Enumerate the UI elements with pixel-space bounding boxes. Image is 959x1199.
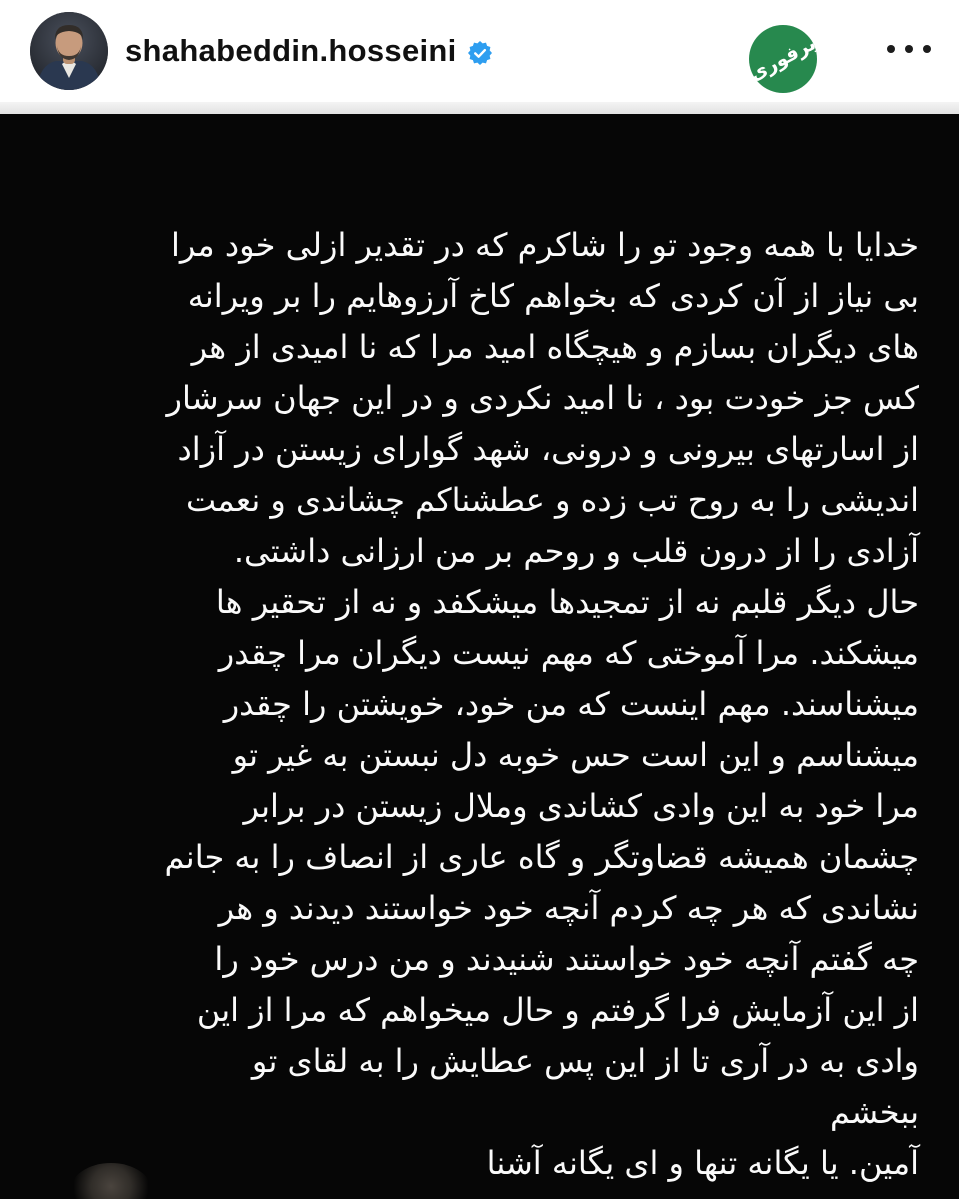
- image-text-line: اندیشی را به روح تب زده و عطشناکم چشاندی و نعمت: [185, 481, 919, 519]
- more-options-icon: [905, 45, 913, 53]
- post-header: [0, 0, 959, 102]
- image-text-line: چه گفتم آنچه خود خواستند شنیدند و من درس خود را: [214, 940, 919, 978]
- more-options-icon: [923, 45, 931, 53]
- image-text-line: آمین. یا یگانه تنها و ای یگانه آشنا: [486, 1144, 919, 1182]
- image-text-line: حال دیگر قلبم نه از تمجیدها میشکفد و نه از تحقیر ها: [215, 583, 919, 621]
- image-text-line: از این آزمایش فرا گرفتم و حال میخواهم که مرا از این: [196, 991, 919, 1029]
- image-text-line: میشکند. مرا آموختی که مهم نیست دیگران مرا چقدر: [218, 634, 919, 672]
- image-text-line: بی نیاز از آن کردی که بخواهم کاخ آرزوهایم را بر ویرانه: [187, 277, 919, 315]
- khabarfoori-logo-text: برفوری: [745, 32, 820, 86]
- image-text-line: از اسارتهای بیرونی و درونی، شهد گوارای زیستن در آزاد: [177, 430, 919, 468]
- username-row: [125, 33, 492, 69]
- image-text-line: آزادی را از درون قلب و روحم بر من ارزانی داشتی.: [233, 532, 919, 570]
- image-text-line: خدایا با همه وجود تو را شاکرم که در تقدیر ازلی خود مرا: [171, 226, 919, 264]
- image-text-line: چشمان همیشه قضاوتگر و گاه عاری از انصاف را به جانم: [164, 838, 919, 876]
- image-text-line: کس جز خودت بود ، نا امید نکردی و در این جهان سرشار: [166, 379, 919, 417]
- more-options-icon: [887, 45, 895, 53]
- more-options-button[interactable]: [887, 45, 931, 53]
- header-separator: [0, 102, 959, 114]
- image-text-block: [0, 220, 959, 1189]
- image-text-line: میشناسم و این است حس خوبه دل نبستن به غیر تو: [232, 736, 919, 774]
- khabarfoori-watermark-logo: [745, 25, 820, 93]
- image-text-line: میشناسند. مهم اینست که من خود، خویشتن را چقدر: [223, 685, 919, 723]
- post-image[interactable]: [0, 114, 959, 1199]
- image-text-line: ببخشم: [829, 1093, 919, 1131]
- image-text-line: مرا خود به این وادی کشاندی وملال زیستن در برابر: [243, 787, 919, 825]
- avatar-portrait-icon: [30, 12, 108, 90]
- image-text-line: های دیگران بسازم و هیچگاه امید مرا که نا امیدی از هر: [191, 328, 919, 366]
- verified-badge-icon: [468, 41, 492, 65]
- image-text-line: وادی به در آری تا از این پس عطایش را به لقای تو: [251, 1042, 919, 1080]
- avatar[interactable]: [30, 12, 108, 90]
- image-text-line: نشاندی که هر چه کردم آنچه خود خواستند دیدند و هر: [218, 889, 919, 927]
- username[interactable]: shahabeddin.hosseini: [125, 33, 457, 68]
